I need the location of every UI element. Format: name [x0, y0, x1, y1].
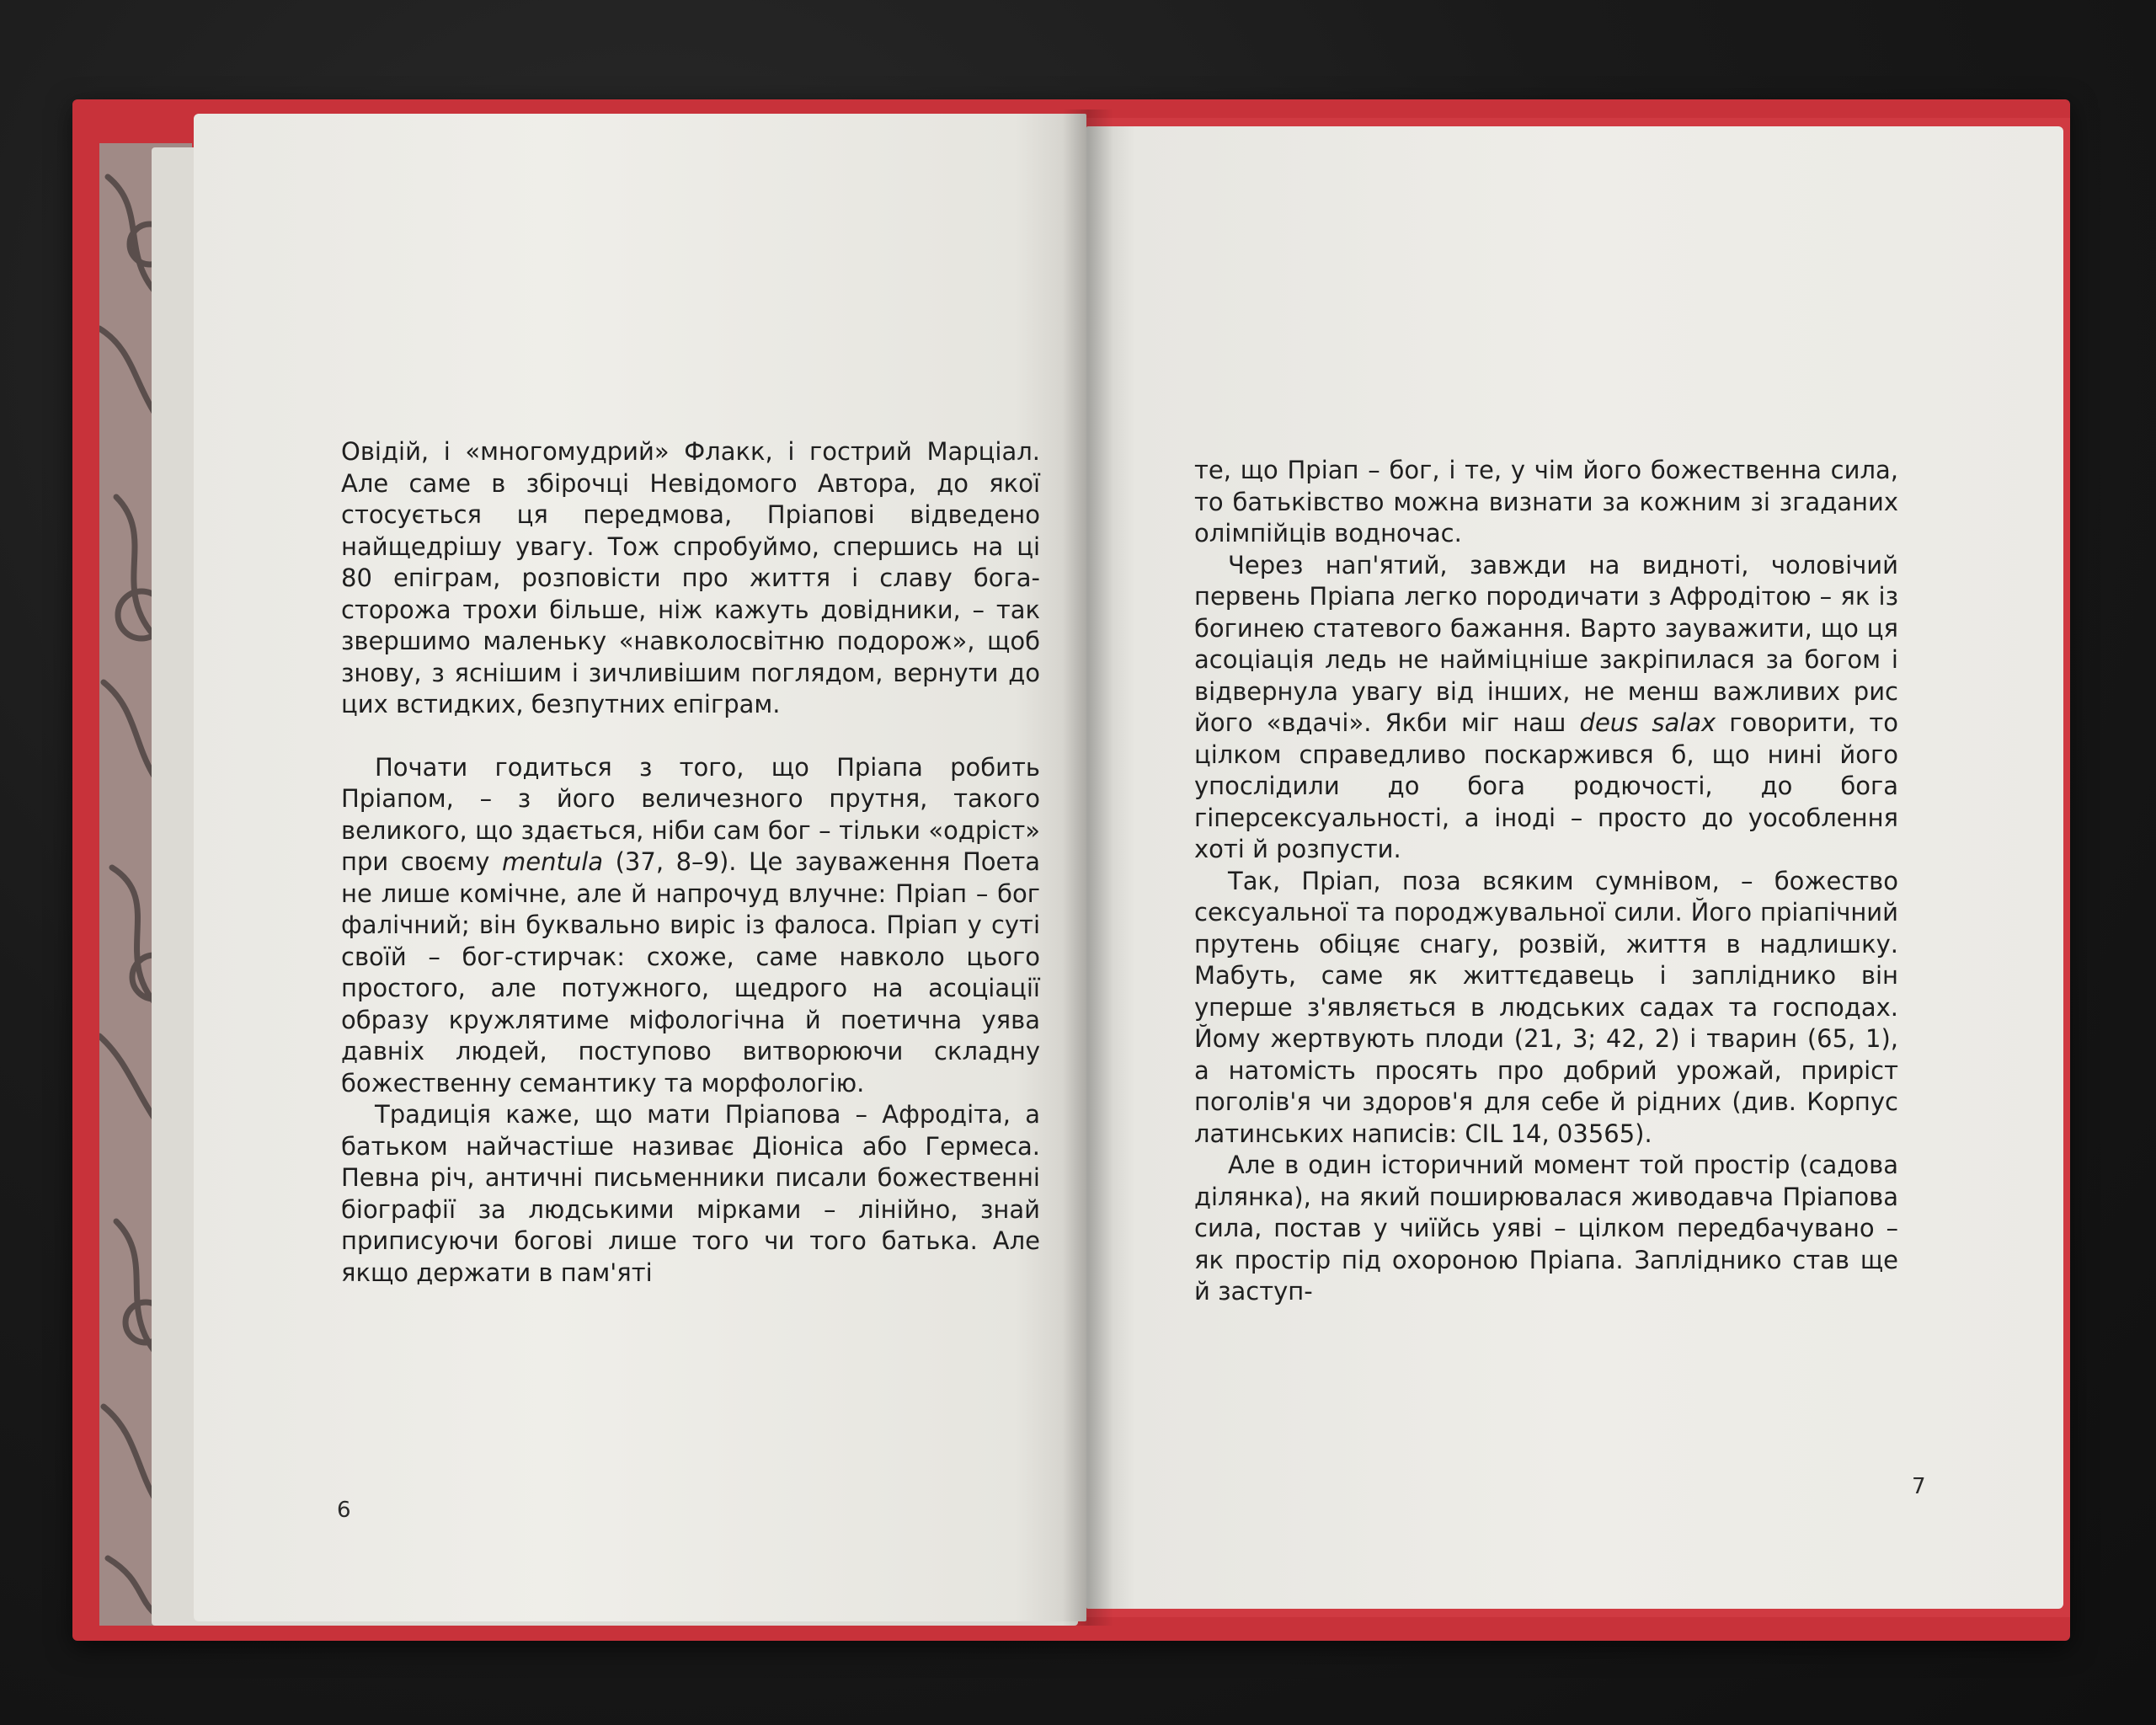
right-paragraph-1: те, що Пріап – бог, і те, у чім його божественна сила, то батьківство можна визнати за кожним зі згаданих олімпійців водночас. — [1194, 456, 1898, 547]
right-paragraph-3: Так, Пріап, поза всяким сумнівом, – божество сексуальної та породжувальної сили. Його пріапічний прутень обіцяє снагу, розвій, життя в надлишку. Мабуть, саме як життєдавець і запліднико він уперше з'являється в людських садах та господах. Йому жертвують плоди (21, 3; 42, 2) і тварин (65, 1), а натомість просять про добрий урожай, приріст поголів'я чи здоров'я для себе й рідних (див. Корпус латинських написів: CIL 14, 03565). — [1194, 866, 1898, 1148]
page-number-left: 6 — [337, 1498, 351, 1523]
right-paragraph-2: Через нап'ятий, завжди на видноті, чоловічий первень Пріапа легко породичати з Афродітою – як із богинею статевого бажання. Варто зауважити, що ця асоціація ледь не найміцніше закріпилася за богом і відвернула увагу від інших, не менш важливих рис його «вдачі». Якби міг наш deus salax говорити, то цілком справедливо поскаржився б, що нині його упослідили до бога родючості, до бога гіперсексуальності, а іноді – просто до уособлення хоті й розпусти. — [1194, 550, 1898, 863]
page-number-right: 7 — [1912, 1474, 1926, 1499]
left-page-text — [341, 436, 1040, 1289]
left-paragraph-1: Овідій, і «многомудрий» Флакк, і гострий Марціал. Але саме в збірочці Невідомого Автора, до якої стосується ця передмова, Пріапові відведено найщедрішу увагу. Тож спробуймо, спершись на ці 80 епіграм, розповісти про життя і славу бога-сторожа трохи більше, ніж кажуть довідники, – так звершимо маленьку «навколосвітню подорож», щоб знову, з яснішим і зичливішим поглядом, вернути до цих встидких, безпутних епіграм. — [341, 437, 1040, 718]
latin-term: deus salax — [1579, 708, 1716, 737]
left-paragraph-3: Традиція каже, що мати Пріапова – Афродіта, а батьком найчастіше називає Діоніса або Гермеса. Певна річ, античні письменники писали божественні біографії за людськими мірками – лінійно, знай приписуючи богові лише того чи того батька. Але якщо держати в пам'яті — [341, 1100, 1040, 1287]
right-paragraph-4: Але в один історичний момент той простір (садова ділянка), на який поширювалася живодавча Пріапова сила, постав у чиїйсь уяві – цілком передбачувано – як простір під охороною Пріапа. Запліднико став ще й заступ- — [1194, 1151, 1898, 1306]
right-page-text — [1194, 455, 1898, 1308]
left-paragraph-2: Почати годиться з того, що Пріапа робить Пріапом, – з його величезного прутня, такого великого, що здається, ніби сам бог – тільки «одріст» при своєму mentula (37, 8–9). Це зауваження Поета не лише комічне, але й напрочуд влучне: Пріап – бог фалічний; він буквально виріс із фалоса. Пріап у суті своїй – бог-стирчак: схоже, саме навколо цього простого, але потужного, щедрого на асоціації образу кружлятиме міфологічна й поетична уява давніх людей, поступово витворюючи складну божественну семантику та морфологію. — [341, 752, 1041, 1097]
book-gutter — [1063, 109, 1113, 1626]
latin-term: mentula — [502, 847, 604, 876]
